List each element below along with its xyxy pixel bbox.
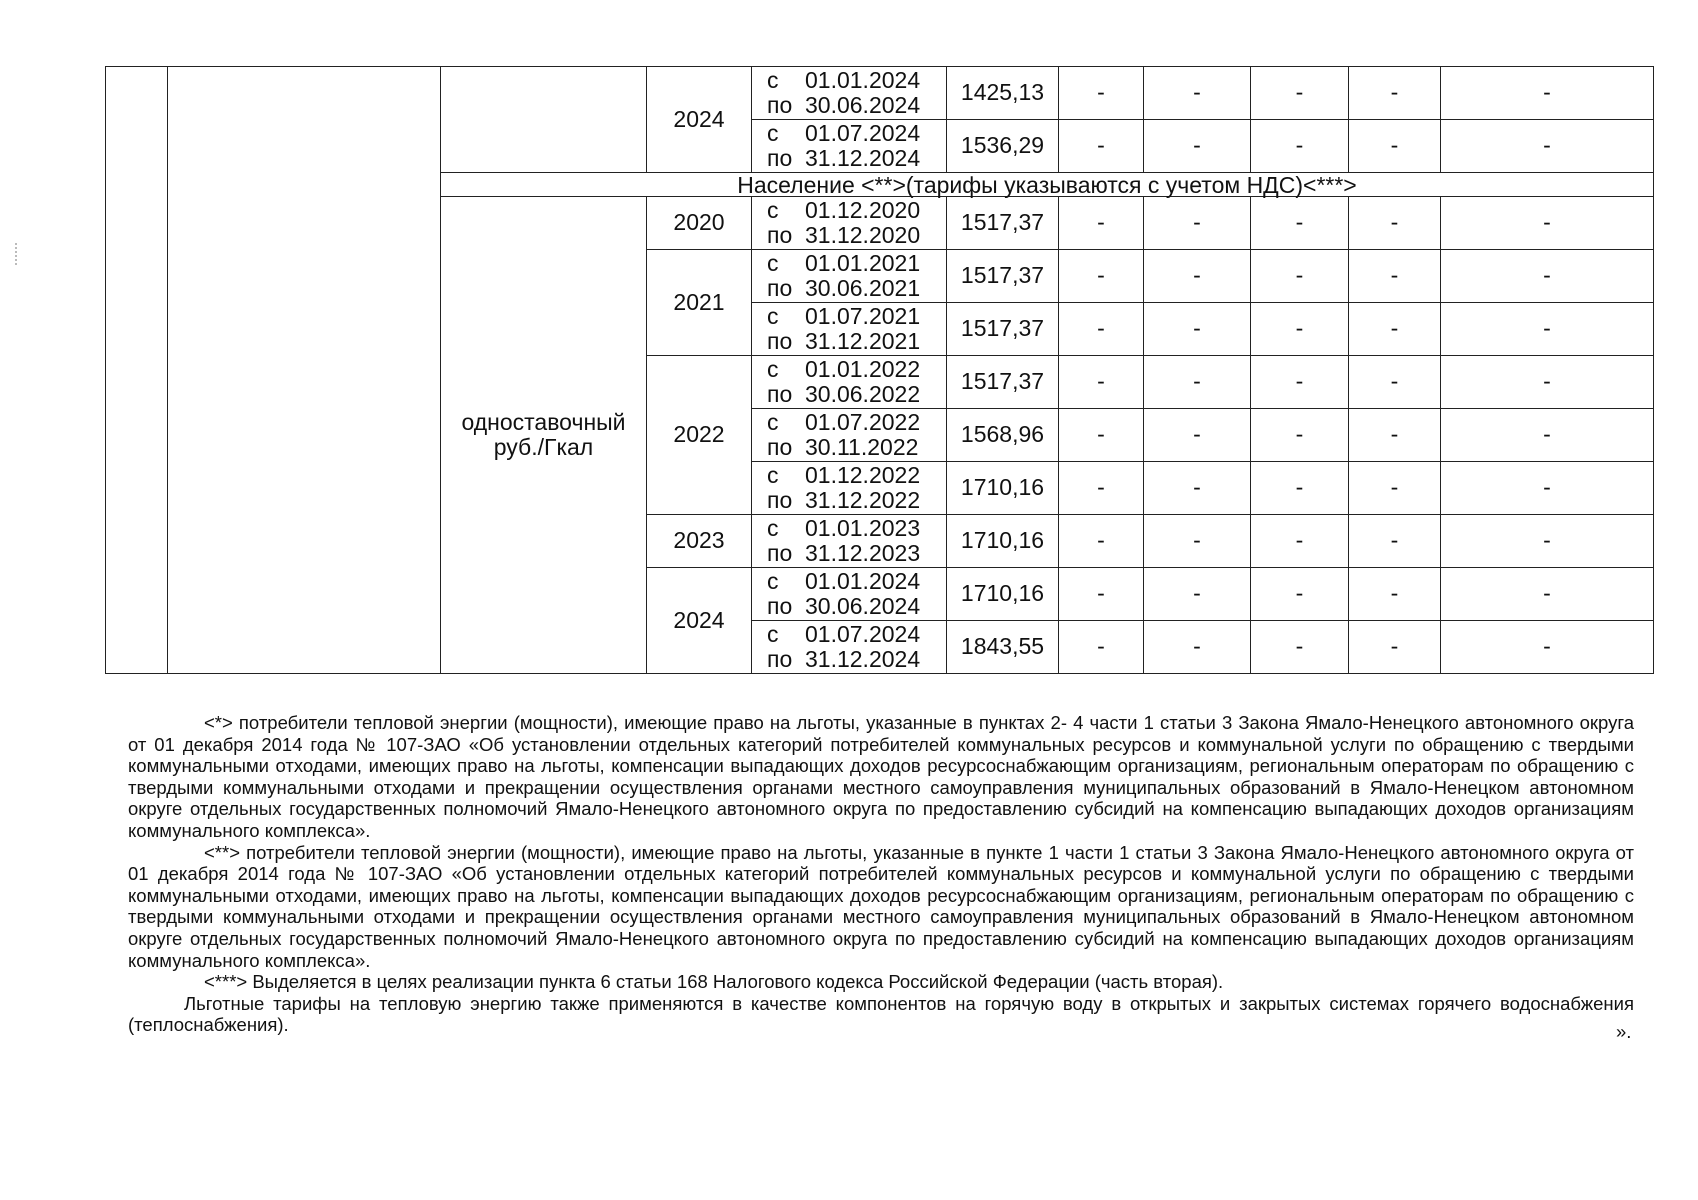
dash-cell: - — [1144, 250, 1251, 303]
year-cell: 2024 — [647, 568, 752, 674]
dash-cell: - — [1441, 120, 1654, 173]
dash-cell: - — [1144, 409, 1251, 462]
period-cell: с 01.01.2021 по 30.06.2021 — [752, 250, 947, 303]
period-cell: с 01.01.2023 по 31.12.2023 — [752, 515, 947, 568]
dash-cell: - — [1059, 515, 1144, 568]
period-cell: с 01.12.2020 по 31.12.2020 — [752, 197, 947, 250]
dash-cell: - — [1349, 515, 1441, 568]
period-cell: с 01.07.2022 по 30.11.2022 — [752, 409, 947, 462]
dash-cell: - — [1251, 356, 1349, 409]
tariff-value: 1843,55 — [947, 621, 1059, 674]
dash-cell: - — [1441, 67, 1654, 120]
footnote-4: Льготные тарифы на тепловую энергию также применяются в качестве компонентов на горячую воду в открытых и закрытых системах горячего водоснабжения (теплоснабжения). — [128, 992, 1634, 1036]
dash-cell: - — [1144, 621, 1251, 674]
dash-cell: - — [1059, 568, 1144, 621]
dash-cell: - — [1144, 120, 1251, 173]
dash-cell: - — [1441, 356, 1654, 409]
dash-cell: - — [1349, 568, 1441, 621]
dash-cell: - — [1059, 67, 1144, 120]
dash-cell: - — [1144, 515, 1251, 568]
dash-cell: - — [1441, 568, 1654, 621]
dash-cell: - — [1349, 250, 1441, 303]
period-cell: с 01.07.2024 по 31.12.2024 — [752, 621, 947, 674]
section-banner: Население <**>(тарифы указываются с учетом НДС)<***> — [441, 173, 1654, 197]
dash-cell: - — [1251, 67, 1349, 120]
empty-cell-3 — [441, 67, 647, 173]
dash-cell: - — [1251, 462, 1349, 515]
tariff-value: 1710,16 — [947, 515, 1059, 568]
dash-cell: - — [1441, 303, 1654, 356]
tariff-value: 1536,29 — [947, 120, 1059, 173]
footnote-3: <***> Выделяется в целях реализации пункта 6 статьи 168 Налогового кодекса Российской Федерации (часть вторая). — [204, 971, 1224, 993]
footnote-2: <**> потребители тепловой энергии (мощности), имеющие право на льготы, указанные в пункте 1 части 1 статьи 3 Закона Ямало-Ненецкого автономного округа от 01 декабря 2014 года № 107-ЗАО «Об установлении отдельных категорий потребителей коммунальных ресурсов и коммунальной услуги по обращению с твердыми коммунальными отходами, имеющих право на льготы, компенсации выпадающих доходов ресурсоснабжающим организациям, региональным операторам по обращению с твердыми коммунальными отходами и прекращении осуществления органами местного самоуправления муниципальных образований в Ямало-Ненецком автономном округе отдельных государственных полномочий Ямало-Ненецкого автономного округа по предоставлению субсидий на компенсацию выпадающих доходов организациям коммунального комплекса». — [128, 841, 1634, 971]
dash-cell: - — [1059, 303, 1144, 356]
dash-cell: - — [1251, 515, 1349, 568]
dash-cell: - — [1441, 462, 1654, 515]
dash-cell: - — [1144, 303, 1251, 356]
footnotes — [128, 712, 1634, 1036]
dash-cell: - — [1059, 120, 1144, 173]
dash-cell: - — [1251, 568, 1349, 621]
tariff-value: 1425,13 — [947, 67, 1059, 120]
period-cell: с 01.01.2022 по 30.06.2022 — [752, 356, 947, 409]
dash-cell: - — [1349, 120, 1441, 173]
dash-cell: - — [1441, 250, 1654, 303]
tariff-value: 1568,96 — [947, 409, 1059, 462]
dash-cell: - — [1251, 120, 1349, 173]
dash-cell: - — [1144, 462, 1251, 515]
dash-cell: - — [1059, 250, 1144, 303]
dash-cell: - — [1441, 515, 1654, 568]
tariff-table — [105, 66, 1654, 674]
dash-cell: - — [1144, 356, 1251, 409]
year-cell: 2021 — [647, 250, 752, 356]
dash-cell: - — [1059, 621, 1144, 674]
margin-mark — [15, 243, 19, 265]
dash-cell: - — [1059, 356, 1144, 409]
dash-cell: - — [1251, 303, 1349, 356]
dash-cell: - — [1251, 621, 1349, 674]
dash-cell: - — [1349, 409, 1441, 462]
dash-cell: - — [1349, 621, 1441, 674]
dash-cell: - — [1441, 621, 1654, 674]
dash-cell: - — [1251, 409, 1349, 462]
dash-cell: - — [1349, 303, 1441, 356]
tariff-value: 1517,37 — [947, 303, 1059, 356]
dash-cell: - — [1144, 197, 1251, 250]
table-row — [106, 67, 1654, 120]
tariff-type-cell: одноставочный руб./Гкал — [441, 197, 647, 674]
dash-cell: - — [1349, 197, 1441, 250]
tariff-value: 1710,16 — [947, 568, 1059, 621]
empty-cell-2 — [168, 67, 441, 674]
dash-cell: - — [1144, 67, 1251, 120]
closing-quote: ». — [1616, 1021, 1632, 1042]
dash-cell: - — [1144, 568, 1251, 621]
tariff-value: 1710,16 — [947, 462, 1059, 515]
dash-cell: - — [1349, 356, 1441, 409]
dash-cell: - — [1441, 409, 1654, 462]
year-cell: 2022 — [647, 356, 752, 515]
year-cell: 2023 — [647, 515, 752, 568]
tariff-value: 1517,37 — [947, 197, 1059, 250]
period-cell: с 01.07.2021 по 31.12.2021 — [752, 303, 947, 356]
footnote-1: <*> потребители тепловой энергии (мощности), имеющие право на льготы, указанные в пунктах 2- 4 части 1 статьи 3 Закона Ямало-Ненецкого автономного округа от 01 декабря 2014 года № 107-ЗАО «Об установлении отдельных категорий потребителей коммунальных ресурсов и коммунальной услуги по обращению с твердыми коммунальными отходами, имеющих право на льготы, компенсации выпадающих доходов ресурсоснабжающим организациям, региональным операторам по обращению с твердыми коммунальными отходами и прекращении осуществления органами местного самоуправления муниципальных образований в Ямало-Ненецком автономном округе отдельных государственных полномочий Ямало-Ненецкого автономного округа по предоставлению субсидий на компенсацию выпадающих доходов организациям коммунального комплекса». — [128, 712, 1634, 841]
dash-cell: - — [1251, 250, 1349, 303]
dash-cell: - — [1441, 197, 1654, 250]
period-cell: с 01.12.2022 по 31.12.2022 — [752, 462, 947, 515]
period-cell: с 01.01.2024 по 30.06.2024 — [752, 67, 947, 120]
period-cell: с 01.01.2024 по 30.06.2024 — [752, 568, 947, 621]
tariff-value: 1517,37 — [947, 250, 1059, 303]
dash-cell: - — [1059, 462, 1144, 515]
empty-cell-1 — [106, 67, 168, 674]
dash-cell: - — [1349, 462, 1441, 515]
period-cell: с 01.07.2024 по 31.12.2024 — [752, 120, 947, 173]
year-cell: 2020 — [647, 197, 752, 250]
year-cell: 2024 — [647, 67, 752, 173]
dash-cell: - — [1349, 67, 1441, 120]
dash-cell: - — [1059, 197, 1144, 250]
tariff-value: 1517,37 — [947, 356, 1059, 409]
dash-cell: - — [1059, 409, 1144, 462]
dash-cell: - — [1251, 197, 1349, 250]
